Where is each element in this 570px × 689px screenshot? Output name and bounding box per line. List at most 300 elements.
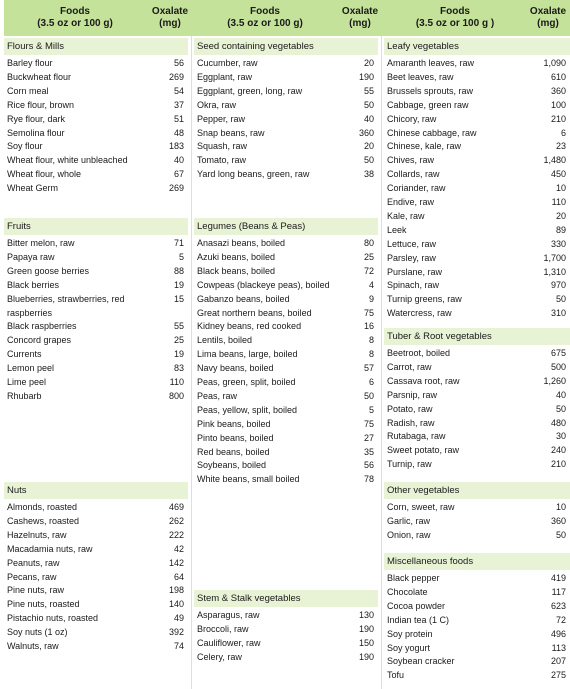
oxalate-value: 970 bbox=[550, 280, 566, 291]
food-name: Gabanzo beans, boiled bbox=[197, 293, 290, 304]
oxalate-value: 40 bbox=[363, 113, 374, 124]
food-name: Lettuce, raw bbox=[387, 238, 437, 249]
food-name: Red beans, boiled bbox=[197, 446, 270, 457]
food-name: Hazelnuts, raw bbox=[7, 529, 67, 540]
table-row bbox=[4, 612, 188, 625]
oxalate-value: 38 bbox=[363, 169, 374, 180]
header-unit: (3.5 oz or 100 g ) bbox=[415, 18, 495, 29]
header-label: Foods bbox=[440, 6, 470, 17]
oxalate-value: 56 bbox=[363, 460, 374, 471]
oxalate-value: 74 bbox=[173, 641, 184, 651]
oxalate-value: 50 bbox=[555, 529, 566, 540]
food-name: Onion, raw bbox=[387, 529, 431, 540]
oxalate-value: 19 bbox=[173, 349, 184, 360]
food-name: Celery, raw bbox=[197, 651, 242, 662]
food-name: Snap beans, raw bbox=[197, 127, 265, 138]
section-title: Legumes (Beans & Peas) bbox=[194, 218, 378, 235]
table-row bbox=[384, 417, 570, 430]
oxalate-value: 9 bbox=[368, 293, 374, 304]
table-row bbox=[194, 623, 378, 636]
table-row bbox=[4, 626, 188, 639]
table-row bbox=[194, 154, 378, 167]
table-row bbox=[194, 362, 378, 375]
table-row bbox=[194, 404, 378, 417]
food-name: Broccoli, raw bbox=[197, 623, 249, 634]
food-name: Potato, raw bbox=[387, 403, 433, 414]
table-row bbox=[194, 265, 378, 278]
oxalate-value: 40 bbox=[173, 155, 184, 166]
food-name: Squash, raw bbox=[197, 141, 248, 152]
oxalate-value: 800 bbox=[168, 390, 184, 401]
table-row bbox=[4, 376, 188, 389]
section-title: Fruits bbox=[4, 218, 188, 235]
section-title: Tuber & Root vegetables bbox=[384, 328, 570, 345]
section-title: Nuts bbox=[4, 482, 188, 499]
header-label: Foods bbox=[250, 6, 280, 17]
food-name: Wheat flour, white unbleached bbox=[7, 155, 128, 166]
table-row bbox=[194, 71, 378, 84]
food-name: Amaranth leaves, raw bbox=[387, 58, 475, 68]
food-name: Rutabaga, raw bbox=[387, 431, 446, 442]
table-row bbox=[4, 127, 188, 140]
oxalate-value: 1,090 bbox=[543, 58, 566, 68]
oxalate-value: 8 bbox=[368, 335, 374, 346]
table-row bbox=[4, 251, 188, 264]
food-name: Spinach, raw bbox=[387, 280, 440, 291]
table-row bbox=[194, 293, 378, 306]
table-row bbox=[384, 458, 570, 471]
table-row bbox=[4, 543, 188, 556]
food-name: Lime peel bbox=[7, 377, 47, 387]
food-name: Macadamia nuts, raw bbox=[7, 543, 93, 554]
oxalate-value: 190 bbox=[358, 623, 374, 634]
section-title: Stem & Stalk vegetables bbox=[194, 590, 378, 607]
oxalate-value: 450 bbox=[550, 169, 566, 180]
food-name: Papaya raw bbox=[7, 251, 55, 262]
oxalate-value: 42 bbox=[173, 543, 184, 554]
table-row bbox=[384, 266, 570, 279]
table-row bbox=[4, 140, 188, 153]
oxalate-value: 19 bbox=[173, 279, 184, 290]
table-row bbox=[384, 572, 570, 585]
food-name: White beans, small boiled bbox=[197, 474, 300, 485]
food-name: Black raspberries bbox=[7, 321, 77, 332]
food-name: Lima beans, large, boiled bbox=[197, 349, 298, 360]
table-row bbox=[194, 57, 378, 70]
oxalate-value: 49 bbox=[173, 613, 184, 624]
table-row bbox=[384, 529, 570, 542]
table-row bbox=[4, 640, 188, 653]
table-row bbox=[4, 71, 188, 84]
oxalate-value: 25 bbox=[363, 251, 374, 262]
food-name: Anasazi beans, boiled bbox=[197, 238, 286, 248]
oxalate-value: 48 bbox=[173, 127, 184, 138]
table-row bbox=[194, 418, 378, 431]
food-name: Blueberries, strawberries, red bbox=[7, 293, 125, 304]
food-name: Cucumber, raw bbox=[197, 58, 258, 68]
table-row bbox=[194, 320, 378, 333]
header-unit: (3.5 oz or 100 g) bbox=[227, 18, 303, 29]
oxalate-value: 210 bbox=[550, 113, 566, 124]
oxalate-value: 4 bbox=[368, 279, 374, 290]
table-row bbox=[4, 265, 188, 278]
oxalate-value: 1,260 bbox=[543, 375, 566, 386]
oxalate-value: 1,310 bbox=[543, 266, 566, 277]
table-row bbox=[194, 237, 378, 250]
food-name: Kale, raw bbox=[387, 210, 425, 221]
food-name: Eggplant, green, long, raw bbox=[197, 85, 303, 96]
oxalate-value: 37 bbox=[173, 99, 184, 110]
food-name: Okra, raw bbox=[197, 99, 237, 110]
oxalate-value: 20 bbox=[363, 58, 374, 68]
table-row bbox=[4, 501, 188, 514]
table-row bbox=[4, 168, 188, 181]
table-row bbox=[4, 182, 188, 195]
table-row bbox=[384, 347, 570, 360]
oxalate-value: 183 bbox=[168, 141, 184, 152]
food-name: Asparagus, raw bbox=[197, 610, 260, 620]
table-row bbox=[194, 279, 378, 292]
food-name: Chinese, kale, raw bbox=[387, 141, 462, 152]
table-row bbox=[384, 614, 570, 627]
oxalate-value: 310 bbox=[550, 308, 566, 319]
table-row bbox=[4, 320, 188, 333]
food-name: raspberries bbox=[7, 307, 53, 318]
food-name: Cauliflower, raw bbox=[197, 637, 261, 648]
food-name: Chinese cabbage, raw bbox=[387, 127, 477, 138]
column-divider bbox=[191, 36, 192, 689]
food-name: Tomato, raw bbox=[197, 155, 247, 166]
table-row bbox=[4, 85, 188, 98]
food-name: Currents bbox=[7, 349, 42, 360]
table-row bbox=[4, 293, 188, 306]
table-row bbox=[4, 557, 188, 570]
table-row bbox=[384, 182, 570, 195]
oxalate-value: 480 bbox=[550, 417, 566, 428]
oxalate-value: 140 bbox=[168, 599, 184, 610]
food-name: Indian tea (1 C) bbox=[387, 614, 450, 625]
oxalate-value: 190 bbox=[358, 71, 374, 82]
table-row bbox=[194, 140, 378, 153]
table-row bbox=[194, 85, 378, 98]
oxalate-value: 1,700 bbox=[543, 252, 566, 263]
oxalate-value: 72 bbox=[363, 265, 374, 276]
food-name: Cabbage, green raw bbox=[387, 99, 469, 110]
food-name: Black pepper bbox=[387, 573, 440, 583]
food-name: Black berries bbox=[7, 279, 60, 290]
table-row bbox=[4, 237, 188, 250]
table-row bbox=[384, 196, 570, 209]
table-row bbox=[384, 238, 570, 251]
table-row bbox=[384, 252, 570, 265]
food-name: Carrot, raw bbox=[387, 361, 432, 372]
table-row bbox=[194, 432, 378, 445]
oxalate-value: 50 bbox=[555, 294, 566, 305]
header-unit: (3.5 oz or 100 g) bbox=[37, 18, 113, 29]
oxalate-value: 360 bbox=[550, 85, 566, 96]
table-row bbox=[4, 515, 188, 528]
table-row bbox=[384, 655, 570, 668]
food-name: Garlic, raw bbox=[387, 515, 431, 526]
food-name: Pine nuts, roasted bbox=[7, 599, 80, 610]
oxalate-value: 80 bbox=[363, 238, 374, 248]
table-row bbox=[194, 127, 378, 140]
food-name: Black beans, boiled bbox=[197, 265, 276, 276]
header-foods-3 bbox=[384, 0, 526, 36]
table-row bbox=[4, 584, 188, 597]
oxalate-value: 392 bbox=[168, 627, 184, 638]
food-name: Chocolate bbox=[387, 586, 428, 597]
oxalate-value: 71 bbox=[173, 238, 184, 248]
food-name: Pink beans, boiled bbox=[197, 418, 271, 429]
food-name: Leek bbox=[387, 224, 407, 235]
header-unit: (mg) bbox=[159, 18, 181, 29]
food-name: Parsnip, raw bbox=[387, 389, 438, 400]
table-header bbox=[4, 0, 570, 36]
food-name: Beetroot, boiled bbox=[387, 348, 451, 358]
food-name: Navy beans, boiled bbox=[197, 363, 274, 374]
oxalate-value: 75 bbox=[363, 307, 374, 318]
oxalate-value: 50 bbox=[363, 99, 374, 110]
food-name: Brussels sprouts, raw bbox=[387, 85, 474, 96]
header-unit: (mg) bbox=[349, 18, 371, 29]
section-title: Seed containing vegetables bbox=[194, 38, 378, 55]
oxalate-value: 25 bbox=[173, 335, 184, 346]
food-name: Yard long beans, green, raw bbox=[197, 169, 310, 180]
table-row bbox=[4, 307, 188, 320]
food-name: Rhubarb bbox=[7, 390, 42, 401]
food-name: Parsley, raw bbox=[387, 252, 436, 263]
table-row bbox=[194, 446, 378, 459]
oxalate-value: 330 bbox=[550, 238, 566, 249]
food-name: Wheat Germ bbox=[7, 183, 59, 194]
oxalate-value: 10 bbox=[555, 183, 566, 194]
food-name: Chives, raw bbox=[387, 155, 435, 166]
oxalate-value: 113 bbox=[551, 642, 566, 653]
food-name: Corn meal bbox=[7, 85, 49, 96]
table-row bbox=[384, 669, 570, 682]
oxalate-value: 72 bbox=[555, 614, 566, 625]
section-title: Leafy vegetables bbox=[384, 38, 570, 55]
food-name: Turnip greens, raw bbox=[387, 294, 462, 305]
oxalate-value: 40 bbox=[555, 389, 566, 400]
oxalate-value: 5 bbox=[178, 251, 184, 262]
food-name: Pepper, raw bbox=[197, 113, 246, 124]
oxalate-value: 20 bbox=[363, 141, 374, 152]
header-label: Oxalate bbox=[529, 6, 567, 17]
food-name: Sweet potato, raw bbox=[387, 445, 460, 456]
header-foods-2 bbox=[194, 0, 336, 36]
food-name: Pistachio nuts, roasted bbox=[7, 613, 99, 624]
oxalate-value: 20 bbox=[555, 210, 566, 221]
food-name: Chicory, raw bbox=[387, 113, 437, 124]
oxalate-value: 8 bbox=[368, 349, 374, 360]
section-title: Miscellaneous foods bbox=[384, 553, 570, 570]
oxalate-value: 51 bbox=[173, 113, 184, 124]
table-row bbox=[384, 389, 570, 402]
food-name: Semolina flour bbox=[7, 127, 65, 138]
table-row bbox=[194, 99, 378, 112]
table-row bbox=[194, 637, 378, 650]
section-title: Other vegetables bbox=[384, 482, 570, 499]
oxalate-value: 27 bbox=[363, 432, 374, 443]
oxalate-value: 6 bbox=[560, 127, 566, 138]
oxalate-value: 83 bbox=[173, 363, 184, 374]
food-name: Soy nuts (1 oz) bbox=[7, 627, 68, 638]
oxalate-value: 75 bbox=[363, 418, 374, 429]
table-row bbox=[384, 307, 570, 320]
oxalate-value: 54 bbox=[173, 85, 184, 96]
oxalate-value: 55 bbox=[173, 321, 184, 332]
food-name: Soy flour bbox=[7, 141, 43, 152]
food-name: Watercress, raw bbox=[387, 308, 452, 319]
oxalate-value: 1,480 bbox=[543, 155, 566, 166]
food-name: Almonds, roasted bbox=[7, 502, 78, 512]
oxalate-value: 10 bbox=[555, 502, 566, 512]
oxalate-value: 15 bbox=[173, 293, 184, 304]
table-row bbox=[194, 376, 378, 389]
food-name: Rye flour, dark bbox=[7, 113, 66, 124]
oxalate-value: 207 bbox=[550, 656, 566, 667]
food-name: Peas, yellow, split, boiled bbox=[197, 404, 298, 415]
section-title: Flours & Mills bbox=[4, 38, 188, 55]
table-row bbox=[384, 586, 570, 599]
food-name: Soy protein bbox=[387, 628, 433, 639]
oxalate-value: 500 bbox=[550, 361, 566, 372]
table-row bbox=[384, 600, 570, 613]
table-row bbox=[4, 113, 188, 126]
oxalate-value: 198 bbox=[168, 585, 184, 596]
table-row bbox=[4, 529, 188, 542]
oxalate-value: 78 bbox=[363, 474, 374, 485]
food-name: Purslane, raw bbox=[387, 266, 443, 277]
oxalate-value: 100 bbox=[550, 99, 566, 110]
oxalate-value: 269 bbox=[168, 71, 184, 82]
table-row bbox=[194, 307, 378, 320]
table-row bbox=[194, 348, 378, 361]
oxalate-value: 35 bbox=[363, 446, 374, 457]
oxalate-value: 275 bbox=[550, 670, 566, 681]
food-name: Soy yogurt bbox=[387, 642, 431, 653]
food-name: Concord grapes bbox=[7, 335, 72, 346]
oxalate-value: 360 bbox=[358, 127, 374, 138]
table-row bbox=[4, 334, 188, 347]
food-name: Tofu bbox=[387, 670, 405, 681]
food-name: Azuki beans, boiled bbox=[197, 251, 276, 262]
food-name: Buckwheat flour bbox=[7, 71, 72, 82]
food-name: Green goose berries bbox=[7, 265, 90, 276]
table-row bbox=[4, 348, 188, 361]
oxalate-value: 57 bbox=[363, 363, 374, 374]
oxalate-value: 56 bbox=[173, 58, 184, 68]
table-row bbox=[4, 571, 188, 584]
oxalate-value: 64 bbox=[173, 571, 184, 582]
table-row bbox=[384, 279, 570, 292]
header-oxalate-3 bbox=[526, 0, 570, 36]
table-row bbox=[384, 444, 570, 457]
food-name: Corn, sweet, raw bbox=[387, 502, 455, 512]
food-name: Endive, raw bbox=[387, 197, 435, 207]
oxalate-value: 55 bbox=[363, 85, 374, 96]
table-row bbox=[384, 168, 570, 181]
table-row bbox=[384, 515, 570, 528]
food-name: Lentils, boiled bbox=[197, 335, 253, 346]
table-row bbox=[4, 598, 188, 611]
table-row bbox=[384, 375, 570, 388]
table-row bbox=[384, 642, 570, 655]
table-row bbox=[384, 501, 570, 514]
header-unit: (mg) bbox=[537, 18, 559, 29]
food-name: Soybeans, boiled bbox=[197, 460, 267, 471]
table-row bbox=[384, 293, 570, 306]
table-row bbox=[384, 140, 570, 153]
food-name: Pinto beans, boiled bbox=[197, 432, 274, 443]
oxalate-value: 190 bbox=[358, 651, 374, 662]
oxalate-value: 469 bbox=[168, 502, 184, 512]
oxalate-value: 210 bbox=[550, 459, 566, 470]
table-row bbox=[384, 113, 570, 126]
header-label: Oxalate bbox=[151, 6, 189, 17]
oxalate-value: 110 bbox=[169, 377, 184, 387]
food-name: Soybean cracker bbox=[387, 656, 455, 667]
food-name: Pine nuts, raw bbox=[7, 585, 65, 596]
oxalate-value: 50 bbox=[363, 155, 374, 166]
table-row bbox=[194, 459, 378, 472]
food-name: Cashews, roasted bbox=[7, 515, 80, 526]
food-name: Barley flour bbox=[7, 58, 53, 68]
table-row bbox=[4, 390, 188, 403]
food-name: Turnip, raw bbox=[387, 459, 432, 470]
oxalate-value: 419 bbox=[550, 573, 566, 583]
food-name: Beet leaves, raw bbox=[387, 71, 454, 82]
column-divider bbox=[381, 36, 382, 689]
oxalate-value: 269 bbox=[168, 183, 184, 194]
table-row bbox=[194, 113, 378, 126]
food-name: Walnuts, raw bbox=[7, 641, 59, 651]
food-name: Kidney beans, red cooked bbox=[197, 321, 302, 332]
food-name: Lemon peel bbox=[7, 363, 55, 374]
table-row bbox=[194, 651, 378, 664]
oxalate-value: 110 bbox=[551, 197, 566, 207]
oxalate-value: 50 bbox=[363, 390, 374, 401]
header-label: Oxalate bbox=[341, 6, 379, 17]
table-row bbox=[384, 99, 570, 112]
oxalate-value: 67 bbox=[173, 169, 184, 180]
table-row bbox=[384, 403, 570, 416]
food-name: Peas, green, split, boiled bbox=[197, 377, 296, 387]
food-name: Cassava root, raw bbox=[387, 375, 460, 386]
table-row bbox=[4, 99, 188, 112]
oxalate-value: 88 bbox=[173, 265, 184, 276]
table-row bbox=[384, 361, 570, 374]
header-foods-1 bbox=[4, 0, 146, 36]
oxalate-value: 16 bbox=[363, 321, 374, 332]
header-oxalate-2 bbox=[336, 0, 384, 36]
food-name: Coriander, raw bbox=[387, 183, 446, 194]
oxalate-value: 6 bbox=[368, 377, 374, 387]
table-row bbox=[194, 473, 378, 486]
table-row bbox=[384, 628, 570, 641]
oxalate-value: 222 bbox=[168, 529, 184, 540]
oxalate-value: 675 bbox=[550, 348, 566, 358]
table-row bbox=[194, 334, 378, 347]
oxalate-value: 23 bbox=[555, 141, 566, 152]
oxalate-value: 142 bbox=[168, 557, 184, 568]
oxalate-value: 89 bbox=[555, 224, 566, 235]
header-label: Foods bbox=[60, 6, 90, 17]
table-row bbox=[194, 168, 378, 181]
header-oxalate-1 bbox=[146, 0, 194, 36]
